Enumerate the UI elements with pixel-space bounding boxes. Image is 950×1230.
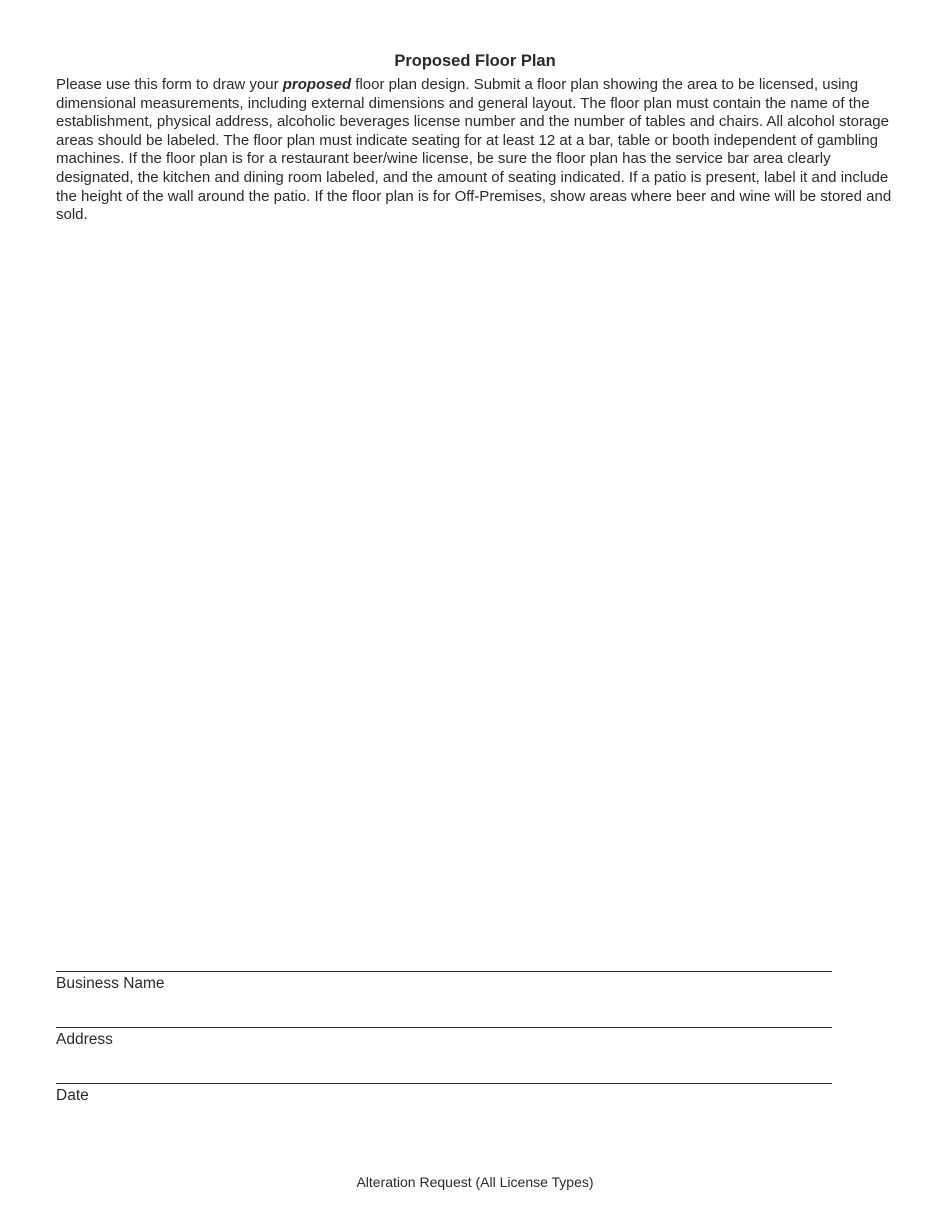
- date-line[interactable]: [56, 1083, 832, 1084]
- date-label: Date: [56, 1087, 89, 1104]
- address-line[interactable]: [56, 1027, 832, 1028]
- address-label: Address: [56, 1031, 113, 1048]
- page-footer: Alteration Request (All License Types): [356, 1174, 594, 1190]
- floor-plan-drawing-area[interactable]: [56, 220, 832, 940]
- instructions-text-start: Please use this form to draw your: [56, 76, 283, 93]
- instructions-emphasis: proposed: [282, 76, 352, 93]
- page-title: Proposed Floor Plan: [394, 52, 556, 70]
- instructions-paragraph: [56, 76, 901, 225]
- business-name-line[interactable]: [56, 971, 832, 972]
- business-name-label: Business Name: [56, 975, 165, 992]
- instructions-text-rest: floor plan design. Submit a floor plan showing the area to be licensed, using dimensional measurements, including external dimensions and general layout. The floor plan must contain the name of the establishment, physical address, alcoholic beverages license number and the number of tables and chairs. All alcohol storage areas should be labeled. The floor plan must indicate seating for at least 12 at a bar, table or booth independent of gambling machines. If the floor plan is for a restaurant beer/wine license, be sure the floor plan has the service bar area clearly designated, the kitchen and dining room labeled, and the amount of seating indicated. If a patio is present, label it and include the height of the wall around the patio. If the floor plan is for Off-Premises, show areas where beer and wine will be stored and sold.: [56, 76, 892, 224]
